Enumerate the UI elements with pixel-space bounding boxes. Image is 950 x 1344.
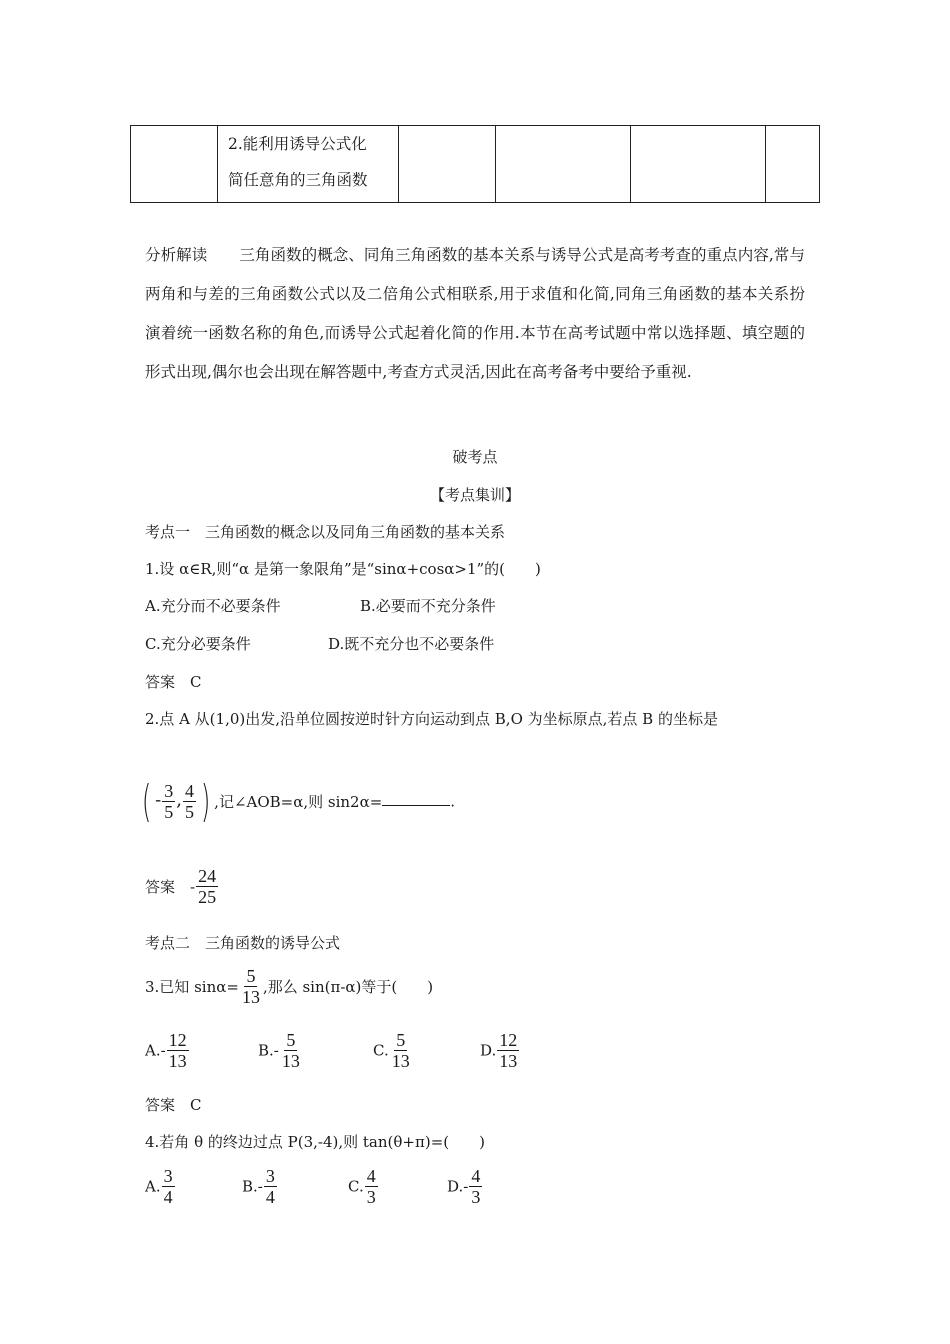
option-label: B.- (258, 1041, 279, 1060)
fraction (196, 866, 218, 907)
denominator: 13 (168, 1051, 187, 1071)
option-d (480, 1030, 520, 1071)
table-row (131, 126, 820, 203)
numerator: 4 (366, 1166, 376, 1186)
fraction (240, 966, 262, 1007)
fraction (162, 1166, 175, 1207)
option-b (258, 1030, 303, 1071)
question-1-option-b: B.必要而不充分条件 (360, 597, 496, 615)
table-cell (631, 126, 766, 203)
numerator: 12 (499, 1030, 518, 1050)
numerator: 3 (164, 781, 174, 801)
fraction (390, 1030, 412, 1071)
option-d (447, 1166, 483, 1207)
fraction (264, 1166, 277, 1207)
numerator: 12 (168, 1030, 187, 1050)
denominator: 4 (265, 1187, 275, 1207)
option-b (242, 1166, 278, 1207)
right-paren: ) (200, 776, 211, 827)
numerator: 4 (185, 781, 194, 801)
table-cell-text: 2.能利用诱导公式化 (228, 135, 367, 153)
question-1-option-a: A.充分而不必要条件 (145, 597, 281, 615)
question-1-option-c: C.充分必要条件 (145, 635, 251, 653)
table-cell (766, 126, 820, 203)
question-3-answer: 答案 C (145, 1096, 202, 1114)
option-c (348, 1166, 379, 1207)
option-label: D. (480, 1041, 497, 1060)
option-label: D.- (447, 1177, 469, 1196)
table-cell (496, 126, 631, 203)
question-4-stem: 4.若角 θ 的终边过点 P(3,-4),则 tan(θ+π)=( ) (145, 1133, 485, 1151)
stem-text: 3.已知 sinα= (145, 978, 239, 996)
left-paren: ( (141, 776, 152, 827)
question-2-answer (145, 866, 219, 907)
denominator: 3 (471, 1187, 481, 1207)
option-label: A. (145, 1177, 161, 1196)
answer-blank (382, 791, 450, 806)
denominator: 5 (185, 802, 194, 822)
denominator: 5 (164, 802, 174, 822)
question-3-options (145, 1030, 190, 1071)
denominator: 13 (241, 987, 260, 1007)
question-1-option-d: D.既不充分也不必要条件 (328, 635, 495, 653)
table-cell (131, 126, 218, 203)
section-subtitle: 【考点集训】 (429, 486, 520, 504)
numerator: 5 (396, 1030, 406, 1050)
numerator: 3 (163, 1166, 173, 1186)
fraction (365, 1166, 378, 1207)
option-label: C. (373, 1041, 389, 1060)
analysis-text: 三角函数的概念、同角三角函数的基本关系与诱导公式是高考考查的重点内容,常与两角和与差的三角函数公式以及二倍角公式相联系,用于求值和化简,同角三角函数的基本关系扮演着统一函数名称的角色,而诱导公式起着化简的作用.本节在高考试题中常以选择题、填空题的形式出现,偶尔也会出现在解答题中,考查方式灵活,因此在高考备考中要给予重视. (145, 246, 805, 381)
fraction (497, 1030, 519, 1071)
analysis-label: 分析解读 (145, 246, 208, 264)
fraction (183, 781, 196, 822)
option-a (145, 1030, 190, 1071)
option-label: A.- (145, 1041, 166, 1060)
question-1-answer: 答案 C (145, 673, 202, 691)
denominator: 13 (391, 1051, 410, 1071)
option-label: B.- (242, 1177, 263, 1196)
fraction (162, 781, 175, 822)
option-c (373, 1030, 413, 1071)
question-3-stem (145, 966, 433, 1007)
denominator: 4 (163, 1187, 173, 1207)
numerator: 3 (265, 1166, 275, 1186)
fraction (280, 1030, 302, 1071)
comma: , (176, 789, 182, 811)
option-a (145, 1166, 176, 1207)
table-cell-text: 简任意角的三角函数 (228, 171, 368, 189)
table-cell (399, 126, 496, 203)
question-2-coordinate-line (138, 776, 455, 827)
kaodian-heading: 考点二 三角函数的诱导公式 (145, 934, 341, 952)
denominator: 3 (366, 1187, 376, 1207)
analysis-paragraph (145, 236, 805, 392)
fraction (469, 1166, 482, 1207)
period: . (450, 792, 456, 811)
question-2-stem: 2.点 A 从(1,0)出发,沿单位圆按逆时针方向运动到点 B,O 为坐标原点,若点 B 的坐标是 (145, 710, 718, 728)
answer-label: 答案 - (145, 878, 196, 896)
section-title: 破考点 (452, 448, 498, 466)
denominator: 13 (499, 1051, 518, 1071)
denominator: 25 (198, 887, 217, 907)
denominator: 13 (281, 1051, 300, 1071)
table-cell (218, 126, 399, 203)
objectives-table (130, 125, 820, 203)
numerator: 5 (246, 966, 256, 986)
numerator: 4 (471, 1166, 481, 1186)
negative-sign: - (155, 789, 162, 811)
kaodian-heading: 考点一 三角函数的概念以及同角三角函数的基本关系 (145, 523, 506, 541)
numerator: 5 (286, 1030, 296, 1050)
numerator: 24 (198, 866, 217, 886)
stem-text: ,那么 sin(π-α)等于( ) (262, 978, 434, 996)
question-1-stem: 1.设 α∈R,则“α 是第一象限角”是“sinα+cosα>1”的( ) (145, 560, 541, 578)
fraction (167, 1030, 189, 1071)
option-label: C. (348, 1177, 364, 1196)
question-2-continuation: ,记∠AOB=α,则 sin2α= (214, 793, 383, 811)
